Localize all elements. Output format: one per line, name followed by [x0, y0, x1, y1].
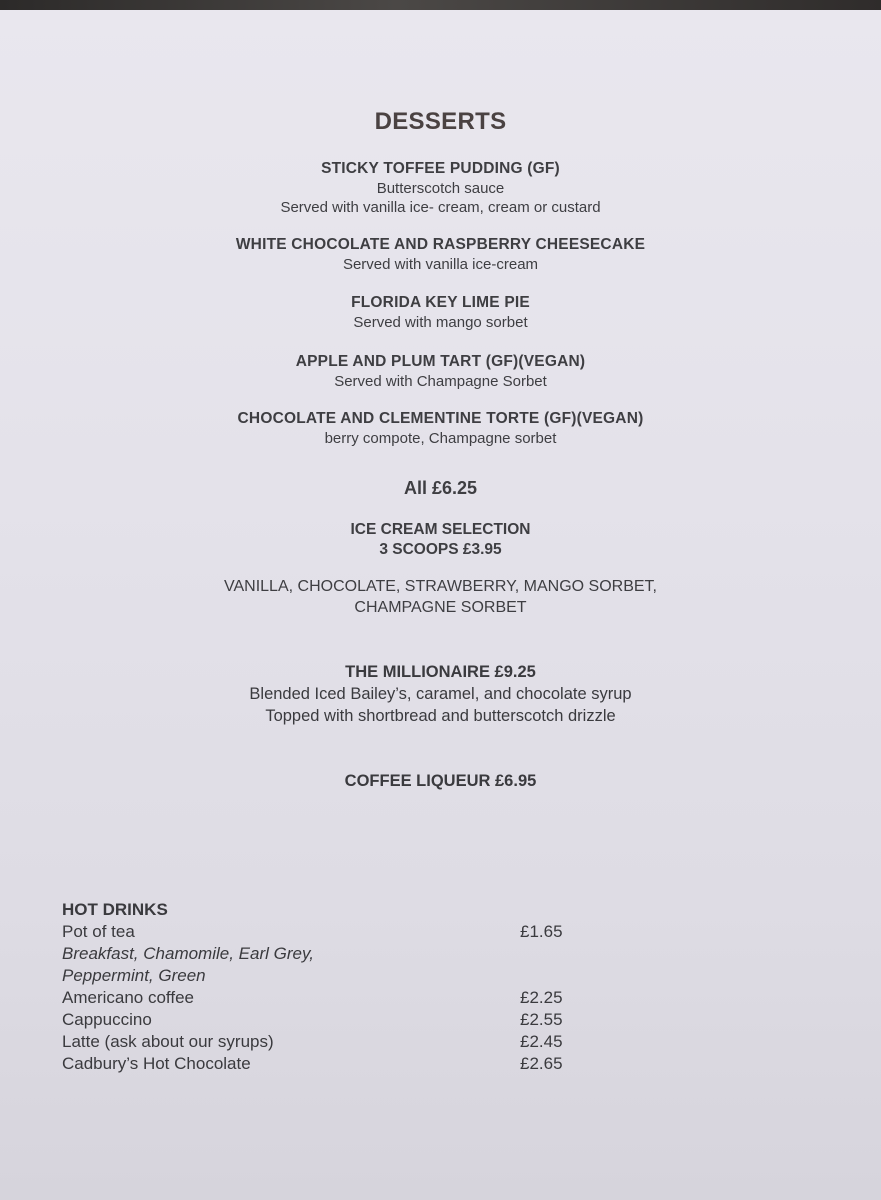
dessert-desc: Butterscotch sauce: [376, 180, 505, 197]
flavour-line: VANILLA, CHOCOLATE, STRAWBERRY, MANGO SORBET,: [224, 578, 657, 595]
hot-drinks-heading: HOT DRINKS: [62, 900, 168, 919]
hot-drinks-section: [62, 899, 762, 1075]
all-desserts-price: All £6.25: [403, 478, 478, 498]
hot-drink-row: [62, 1053, 762, 1075]
hot-drink-row: [62, 987, 762, 1009]
dessert-desc: Served with vanilla ice-cream: [342, 256, 539, 273]
dessert-item: [0, 352, 881, 391]
hot-drink-row: [62, 921, 762, 943]
millionaire-desc: Blended Iced Bailey’s, caramel, and chocolate syrup: [249, 685, 632, 703]
millionaire-name: THE MILLIONAIRE £9.25: [345, 663, 536, 681]
coffee-liqueur-item: COFFEE LIQUEUR £6.95: [344, 772, 537, 790]
hot-drink-label: Cappuccino: [62, 1010, 152, 1029]
menu-sheet: [0, 10, 881, 1200]
ice-cream-price: 3 SCOOPS £3.95: [379, 541, 502, 558]
dessert-name: CHOCOLATE AND CLEMENTINE TORTE (GF)(VEGAN): [237, 410, 644, 427]
dessert-desc: Served with Champagne Sorbet: [334, 373, 547, 390]
dessert-item: [0, 293, 881, 332]
hot-drink-label: Breakfast, Chamomile, Earl Grey,: [62, 944, 314, 963]
dessert-item: [0, 159, 881, 217]
dessert-item: [0, 409, 881, 448]
ice-cream-name: ICE CREAM SELECTION: [350, 521, 531, 538]
hot-drink-price: £2.65: [520, 1054, 563, 1073]
hot-drink-price: £2.25: [520, 988, 563, 1007]
dessert-name: STICKY TOFFEE PUDDING (GF): [321, 160, 560, 177]
hot-drink-label: Latte (ask about our syrups): [62, 1032, 274, 1051]
hot-drink-label: Peppermint, Green: [62, 966, 206, 985]
hot-drink-row: [62, 943, 762, 965]
dessert-name: FLORIDA KEY LIME PIE: [351, 294, 530, 311]
dessert-item: [0, 235, 881, 274]
hot-drink-price: £2.55: [520, 1010, 563, 1029]
dessert-desc: Served with vanilla ice- cream, cream or custard: [280, 199, 601, 216]
hot-drink-label: Americano coffee: [62, 988, 194, 1007]
hot-drink-price: £2.45: [520, 1032, 563, 1051]
hot-drink-row: [62, 1009, 762, 1031]
millionaire-desc: Topped with shortbread and butterscotch drizzle: [265, 707, 616, 725]
dessert-name: APPLE AND PLUM TART (GF)(VEGAN): [295, 353, 586, 370]
menu-title: DESSERTS: [374, 108, 507, 135]
hot-drink-label: Cadbury’s Hot Chocolate: [62, 1054, 251, 1073]
millionaire-item: [0, 661, 881, 727]
ice-cream-flavours: [0, 576, 881, 618]
hot-drink-price: £1.65: [520, 922, 563, 941]
dessert-name: WHITE CHOCOLATE AND RASPBERRY CHEESECAKE: [235, 236, 646, 253]
hot-drink-row: [62, 965, 762, 987]
dessert-desc: Served with mango sorbet: [353, 314, 528, 331]
dessert-desc: berry compote, Champagne sorbet: [324, 430, 557, 447]
hot-drink-row: [62, 1031, 762, 1053]
flavour-line: CHAMPAGNE SORBET: [354, 599, 527, 616]
hot-drink-label: Pot of tea: [62, 922, 135, 941]
ice-cream-selection: [0, 520, 881, 560]
